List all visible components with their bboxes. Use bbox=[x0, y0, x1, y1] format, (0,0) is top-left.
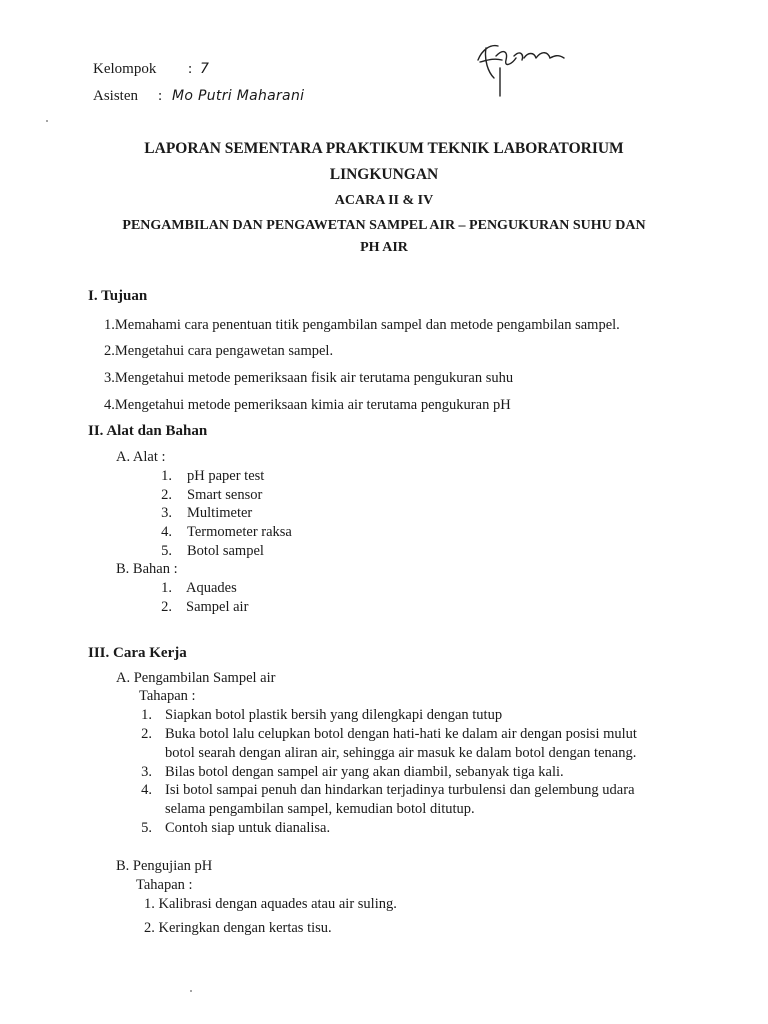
alat-item-number: 3. bbox=[161, 505, 172, 521]
step-text: Buka botol lalu celupkan botol dengan hati-hati ke dalam air dengan posisi mulut bbox=[165, 726, 637, 742]
pengujian-step: 1. Kalibrasi dengan aquades atau air suling. bbox=[144, 896, 397, 912]
pengujian-step: 2. Keringkan dengan kertas tisu. bbox=[144, 920, 332, 936]
bahan-item bbox=[154, 599, 248, 616]
bahan-item-text: Sampel air bbox=[186, 599, 249, 615]
kelompok-value: 7 bbox=[200, 61, 210, 77]
pengujian-ph-label: B. Pengujian pH bbox=[116, 858, 213, 874]
section-cara-kerja-heading: III. Cara Kerja bbox=[88, 645, 187, 661]
alat-item bbox=[154, 468, 264, 485]
pengambilan-step-continuation bbox=[138, 801, 475, 818]
step-text: Siapkan botol plastik bersih yang dilengkapi dengan tutup bbox=[165, 707, 503, 723]
alat-item bbox=[154, 524, 292, 541]
title-line-1: LAPORAN SEMENTARA PRAKTIKUM TEKNIK LABORATORIUM bbox=[144, 140, 624, 157]
asisten-separator: : bbox=[158, 88, 163, 104]
step-number: 4. bbox=[141, 782, 152, 798]
pengambilan-step bbox=[138, 782, 635, 799]
kelompok-label: Kelompok bbox=[93, 61, 157, 77]
alat-item bbox=[154, 505, 252, 522]
scan-speck bbox=[46, 120, 48, 122]
step-number: 2. bbox=[141, 726, 152, 742]
pengambilan-step bbox=[138, 764, 564, 781]
alat-label: A. Alat : bbox=[116, 449, 166, 465]
alat-item-number: 4. bbox=[161, 524, 172, 540]
title-line-5: PH AIR bbox=[360, 240, 408, 255]
alat-item-text: Botol sampel bbox=[187, 543, 264, 559]
pengambilan-step bbox=[138, 726, 637, 743]
pengambilan-tahapan-label: Tahapan : bbox=[139, 688, 196, 704]
bahan-item-number: 2. bbox=[161, 599, 172, 615]
step-text: botol searah dengan aliran air, sehingga air masuk ke dalam botol dengan tenang. bbox=[165, 745, 637, 761]
alat-item bbox=[154, 487, 262, 504]
kelompok-separator: : bbox=[188, 61, 193, 77]
alat-item-text: Multimeter bbox=[187, 505, 253, 521]
pengambilan-step bbox=[138, 707, 502, 724]
step-number: 3. bbox=[141, 764, 152, 780]
alat-item-text: pH paper test bbox=[187, 468, 265, 484]
bahan-item bbox=[154, 580, 237, 597]
bahan-item-number: 1. bbox=[161, 580, 172, 596]
step-text: selama pengambilan sampel, kemudian botol ditutup. bbox=[165, 801, 475, 817]
alat-item-number: 2. bbox=[161, 487, 172, 503]
step-number: 5. bbox=[141, 820, 152, 836]
step-text: Bilas botol dengan sampel air yang akan diambil, sebanyak tiga kali. bbox=[165, 764, 564, 780]
scan-speck bbox=[190, 990, 192, 992]
alat-item-text: Smart sensor bbox=[187, 487, 263, 503]
alat-item bbox=[154, 543, 264, 560]
tujuan-item: 1.Memahami cara penentuan titik pengambilan sampel dan metode pengambilan sampel. bbox=[104, 317, 620, 333]
asisten-value: Mo Putri Maharani bbox=[172, 88, 305, 104]
section-tujuan-heading: I. Tujuan bbox=[88, 288, 148, 304]
pengambilan-step-continuation bbox=[138, 745, 636, 762]
alat-item-number: 5. bbox=[161, 543, 172, 559]
alat-item-number: 1. bbox=[161, 468, 172, 484]
pengambilan-sampel-label: A. Pengambilan Sampel air bbox=[116, 670, 276, 686]
bahan-item-text: Aquades bbox=[186, 580, 237, 596]
alat-item-text: Termometer raksa bbox=[187, 524, 292, 540]
tujuan-item: 3.Mengetahui metode pemeriksaan fisik air terutama pengukuran suhu bbox=[104, 370, 514, 386]
pengambilan-step bbox=[138, 820, 330, 837]
title-line-3: ACARA II & IV bbox=[334, 193, 434, 208]
bahan-label: B. Bahan : bbox=[116, 561, 178, 577]
tujuan-item: 4.Mengetahui metode pemeriksaan kimia air terutama pengukuran pH bbox=[104, 397, 511, 413]
section-alat-bahan-heading: II. Alat dan Bahan bbox=[88, 423, 208, 439]
tujuan-item: 2.Mengetahui cara pengawetan sampel. bbox=[104, 343, 334, 359]
signature-mark bbox=[468, 38, 570, 98]
pengujian-tahapan-label: Tahapan : bbox=[136, 877, 193, 893]
step-number: 1. bbox=[141, 707, 152, 723]
title-line-2: LINGKUNGAN bbox=[329, 166, 439, 183]
step-text: Isi botol sampai penuh dan hindarkan terjadinya turbulensi dan gelembung udara bbox=[165, 782, 635, 798]
step-text: Contoh siap untuk dianalisa. bbox=[165, 820, 331, 836]
title-line-4: PENGAMBILAN DAN PENGAWETAN SAMPEL AIR – PENGUKURAN SUHU DAN bbox=[122, 218, 646, 233]
asisten-label: Asisten bbox=[93, 88, 138, 104]
